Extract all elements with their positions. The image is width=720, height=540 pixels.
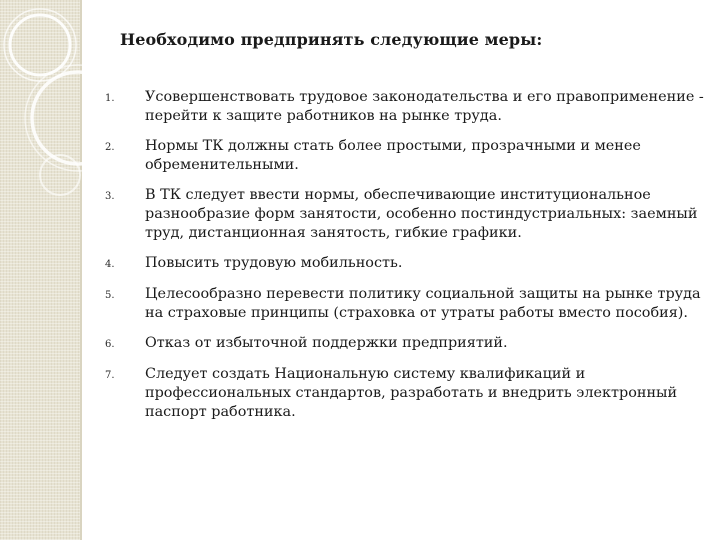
item-text: Целесообразно перевести политику социальной защиты на рынке труда на страховые принципы (страховка от утраты работы вместо пособия). <box>145 286 701 321</box>
item-number: 7. <box>105 370 115 381</box>
item-number: 1. <box>105 93 115 104</box>
item-number: 3. <box>105 191 115 202</box>
list-item <box>105 254 705 274</box>
list-item <box>105 88 705 126</box>
item-text: Нормы ТК должны стать более простыми, прозрачными и менее обременительными. <box>145 138 641 173</box>
item-number: 5. <box>105 290 115 301</box>
list-item <box>105 285 705 323</box>
list-item <box>105 137 705 175</box>
item-text: Отказ от избыточной поддержки предприятий. <box>145 335 508 351</box>
sidebar-divider <box>80 0 82 540</box>
decorative-sidebar <box>0 0 80 540</box>
item-text: В ТК следует ввести нормы, обеспечивающие институциональное разнообразие форм занятости, особенно постиндустриальных: заемный труд, дистанционная занятость, гибкие графики. <box>145 187 698 241</box>
item-number: 6. <box>105 339 115 350</box>
item-text: Следует создать Национальную систему квалификаций и профессиональных стандартов, разработать и внедрить электронный паспорт работника. <box>145 366 678 420</box>
slide-title: Необходимо предпринять следующие меры: <box>120 30 543 49</box>
list-item <box>105 186 705 243</box>
item-text: Усовершенствовать трудовое законодательства и его правоприменение - перейти к защите работников на рынке труда. <box>145 89 704 124</box>
list-item <box>105 365 705 422</box>
item-text: Повысить трудовую мобильность. <box>145 255 403 271</box>
list-item <box>105 334 705 354</box>
item-number: 2. <box>105 142 115 153</box>
item-number: 4. <box>105 259 115 270</box>
measures-list <box>105 88 705 433</box>
